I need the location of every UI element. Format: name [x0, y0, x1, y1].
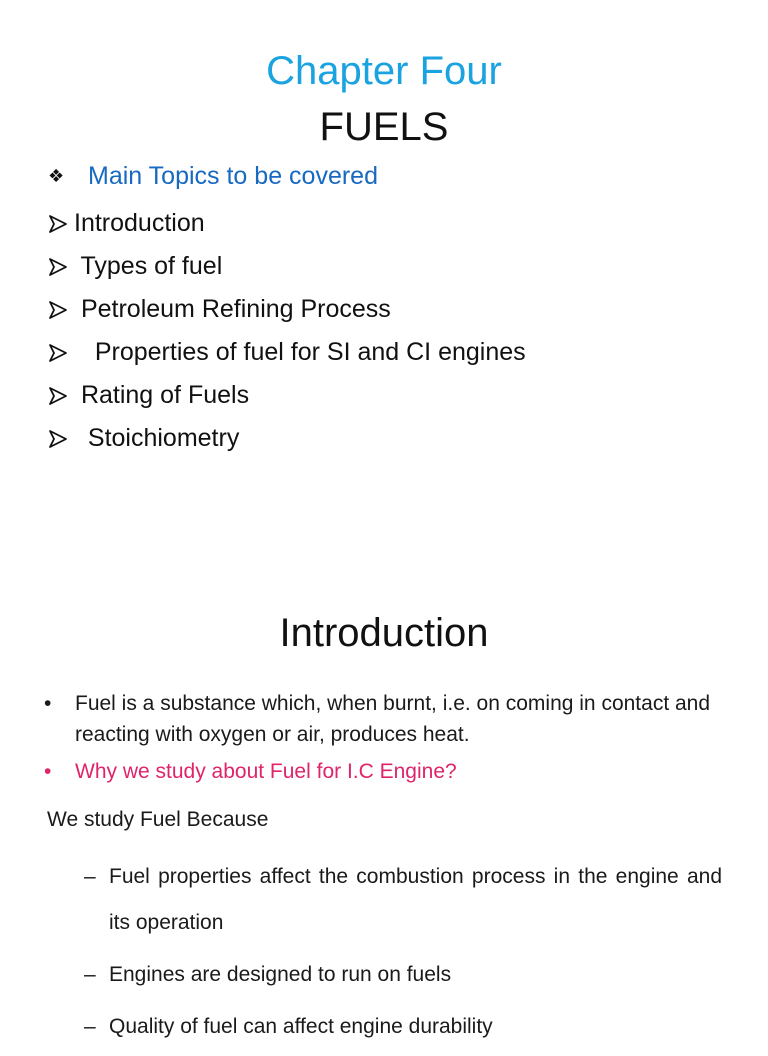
bullet-item	[44, 756, 734, 787]
because-text: We study Fuel Because	[47, 808, 269, 831]
topic-item	[48, 374, 526, 417]
bullet-dot-icon: •	[44, 760, 52, 783]
reason-text: Engines are designed to run on fuels	[109, 963, 452, 986]
topic-item	[48, 288, 526, 331]
dash-bullet-icon: –	[84, 1015, 96, 1038]
bullet-text: Why we study about Fuel for I.C Engine?	[75, 760, 457, 783]
reason-text: Quality of fuel can affect engine durability	[109, 1015, 493, 1038]
topic-label: Introduction	[74, 209, 205, 237]
topic-item	[48, 417, 526, 460]
bullet-dot-icon: •	[44, 692, 52, 715]
reason-item	[84, 1004, 722, 1050]
topic-list	[48, 202, 526, 460]
arrow-bullet-icon	[48, 343, 74, 363]
dash-bullet-icon: –	[84, 963, 96, 986]
topic-label: Types of fuel	[74, 252, 223, 280]
slide-introduction	[0, 590, 768, 1038]
topics-heading-label: Main Topics to be covered	[88, 162, 378, 190]
reason-item	[84, 952, 722, 998]
topic-label: Rating of Fuels	[74, 381, 250, 409]
four-diamond-icon: ❖	[48, 166, 65, 186]
topics-heading	[48, 160, 378, 192]
topic-item	[48, 245, 526, 288]
topic-label: Properties of fuel for SI and CI engines	[74, 338, 526, 366]
dash-bullet-icon: –	[84, 865, 96, 888]
bullet-text: Fuel is a substance which, when burnt, i.e. on coming in contact and reacting with oxygen or air, produces heat.	[75, 692, 711, 746]
slide-chapter-overview	[0, 0, 768, 500]
topic-item	[48, 331, 526, 374]
reason-text: Fuel properties affect the combustion process in the engine and its operation	[109, 865, 722, 934]
introduction-title: Introduction	[279, 611, 489, 655]
bullet-item	[44, 688, 734, 750]
subject-title: FUELS	[319, 105, 449, 149]
topic-item	[48, 202, 526, 245]
arrow-bullet-icon	[48, 300, 74, 320]
arrow-bullet-icon	[48, 214, 74, 234]
reason-item	[84, 854, 722, 946]
topic-label: Stoichiometry	[74, 424, 240, 452]
definition-bullets	[44, 688, 734, 793]
arrow-bullet-icon	[48, 386, 74, 406]
arrow-bullet-icon	[48, 429, 74, 449]
topic-label: Petroleum Refining Process	[74, 295, 391, 323]
reason-list	[84, 854, 722, 1056]
arrow-bullet-icon	[48, 257, 74, 277]
chapter-title: Chapter Four	[266, 49, 502, 93]
